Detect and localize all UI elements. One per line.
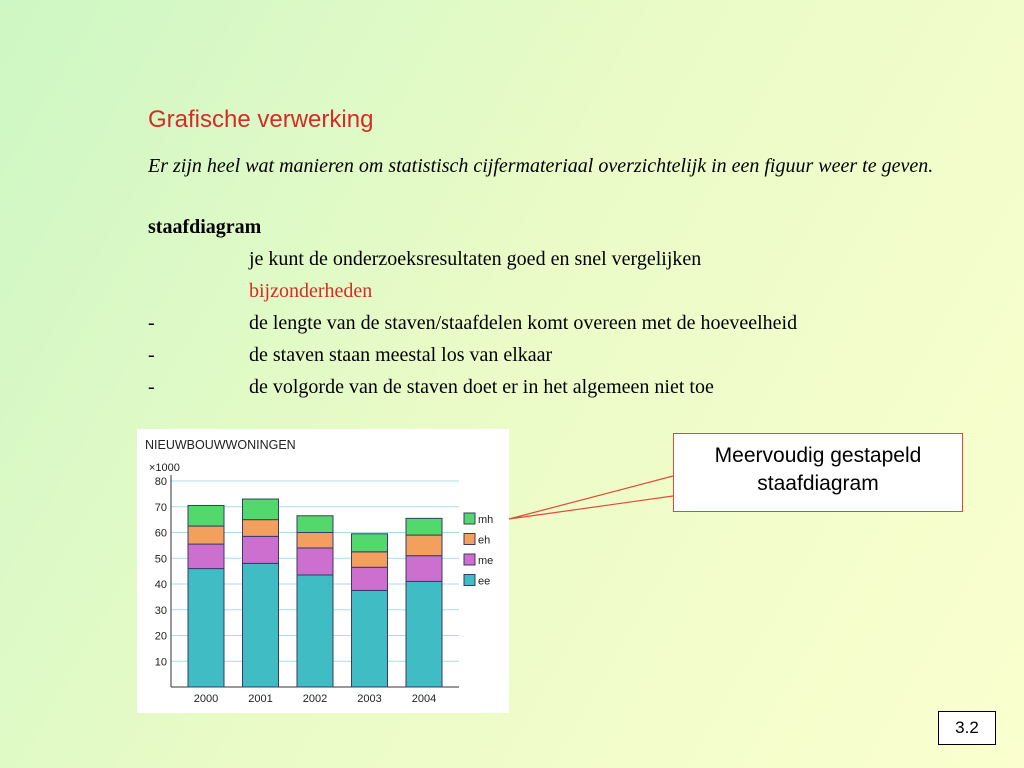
bullet-marker: -: [148, 312, 155, 334]
legend-label: me: [478, 555, 494, 567]
legend-swatch-mh: [464, 513, 475, 524]
bar-segment-me: [406, 556, 442, 582]
chart-title: NIEUWBOUWWONINGEN: [145, 438, 296, 452]
bullet-marker: -: [148, 376, 155, 398]
bar-segment-mh: [352, 534, 388, 552]
bar-segment-eh: [297, 533, 333, 548]
bar-segment-ee: [297, 575, 333, 687]
bar-segment-ee: [188, 569, 224, 687]
bar-segment-mh: [243, 499, 279, 520]
bar-segment-me: [352, 567, 388, 590]
x-tick-label: 2001: [248, 693, 273, 705]
bar-segment-eh: [243, 520, 279, 537]
bar-segment-me: [297, 548, 333, 575]
details-heading: bijzonderheden: [249, 280, 373, 302]
bar-segment-ee: [352, 590, 388, 687]
y-tick-label: 80: [154, 476, 167, 488]
callout-line-1: Meervoudig gestapeld: [714, 444, 922, 467]
legend-swatch-eh: [464, 534, 475, 545]
slide-title: Grafische verwerking: [148, 106, 374, 133]
subheading: staafdiagram: [148, 216, 262, 238]
y-tick-label: 10: [154, 656, 167, 669]
legend-label: mh: [478, 514, 494, 526]
bullet-text: de lengte van de staven/staafdelen komt overeen met de hoeveelheid: [249, 312, 798, 334]
x-tick-label: 2002: [302, 693, 328, 705]
intro-text: Er zijn heel wat manieren om statistisch cijfermateriaal overzichtelijk in een figuur weer te geven.: [148, 155, 934, 177]
callout-line-2: staafdiagram: [757, 472, 879, 495]
page-number: 3.2: [938, 711, 996, 745]
legend-swatch-me: [464, 554, 475, 565]
bullet-text: de volgorde van de staven doet er in het algemeen niet toe: [249, 376, 714, 398]
legend-swatch-ee: [464, 575, 475, 586]
bar-segment-mh: [188, 505, 224, 526]
main-point: je kunt de onderzoeksresultaten goed en snel vergelijken: [249, 248, 702, 270]
y-tick-label: 20: [154, 630, 167, 643]
x-tick-label: 2003: [357, 693, 382, 705]
bar-segment-me: [243, 536, 279, 563]
bullet-marker: -: [148, 344, 155, 366]
bar-segment-mh: [297, 516, 333, 533]
y-tick-label: 30: [154, 604, 167, 617]
y-tick-label: 60: [154, 527, 167, 540]
unit-label: ×1000: [149, 462, 180, 474]
stacked-bar-chart: [137, 429, 509, 713]
legend-label: eh: [478, 534, 491, 547]
bullet-text: de staven staan meestal los van elkaar: [249, 344, 553, 366]
callout-box: [673, 433, 963, 512]
x-tick-label: 2000: [193, 693, 219, 705]
chart-svg: [137, 429, 509, 713]
bar-segment-eh: [406, 535, 442, 556]
bar-segment-eh: [352, 552, 388, 567]
legend-label: ee: [478, 575, 491, 588]
x-tick-label: 2004: [411, 693, 437, 705]
bar-segment-me: [188, 544, 224, 568]
y-tick-label: 50: [154, 553, 167, 566]
bar-segment-ee: [243, 563, 279, 687]
bar-segment-mh: [406, 518, 442, 535]
bar-segment-ee: [406, 581, 442, 687]
y-tick-label: 70: [154, 501, 167, 514]
y-tick-label: 40: [154, 579, 167, 591]
bar-segment-eh: [188, 526, 224, 544]
